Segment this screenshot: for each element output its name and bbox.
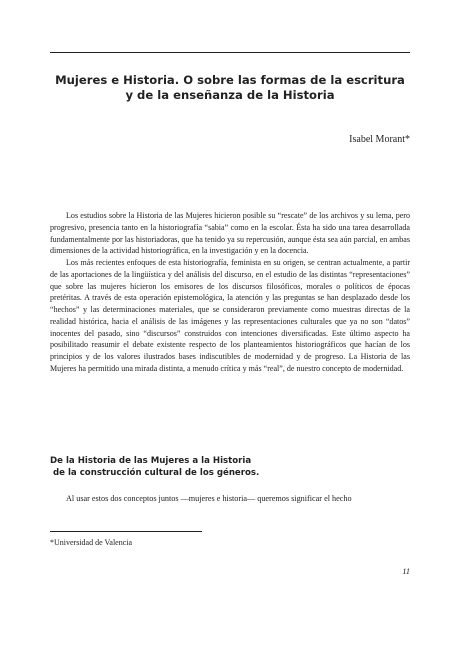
section-heading-line-2: de la construcción cultural de los géneros.: [53, 468, 260, 478]
paragraph-1: Los estudios sobre la Historia de las Mujeres hicieron posible su “rescate” de los archivos y su lema, pero progresivo, presencia tanto en la historiografía “sabia” como en la escolar. Ésta ha sido una tarea desarrollada fundamentalmente por las historiadoras, que ha tenido ya su repercusión, aunque ésta sea aún parcial, en ambas dimensiones de la actividad historiográfica, en la investigación y en la docencia.: [50, 211, 410, 256]
article-title: [50, 73, 410, 102]
section-heading-line-1: De la Historia de las Mujeres a la Historia: [50, 456, 252, 466]
author-name: Isabel Morant*: [349, 134, 410, 145]
footnote: *Universidad de Valencia: [50, 538, 133, 547]
title-line-2: y de la enseñanza de la Historia: [125, 87, 335, 102]
page-number: 11: [402, 567, 410, 576]
paragraph-2: Los más recientes enfoques de esta historiografía, feminista en su origen, se centran actualmente, a partir de las aportaciones de la lingüística y del análisis del discurso, en el estudio de las distintas “representaciones” que sobre las mujeres hicieron los emisores de los discursos filosóficos, morales o políticos de épocas pretéritas. A través de esta operación epistemológica, la atención y las preguntas se han desplazado desde los “hechos” y las determinaciones materiales, que se consideraron previamente como muestras directas de la realidad histórica, hacia el análisis de las imágenes y las representaciones culturales que ya no son “datos” inocentes del pasado, sino “discursos” construidos con intenciones diversificadas. Este último aspecto ha posibilitado reasumir el debate existente respecto de los planteamientos historiográficos que hacían de los principios y de los valores ilustrados bases indiscutibles de modernidad y de progreso. La Historia de las Mujeres ha permitido una mirada distinta, a menudo crítica y más “real”, de nuestro concepto de modernidad.: [50, 258, 410, 373]
body-text: [50, 210, 410, 375]
footnote-rule: [50, 531, 202, 532]
top-rule: [50, 52, 410, 53]
section-intro-text: Al usar estos dos conceptos juntos —mujeres e historia— queremos significar el hecho: [66, 494, 352, 503]
title-line-1: Mujeres e Historia. O sobre las formas de la escritura: [55, 73, 405, 87]
section-heading: [50, 455, 410, 479]
